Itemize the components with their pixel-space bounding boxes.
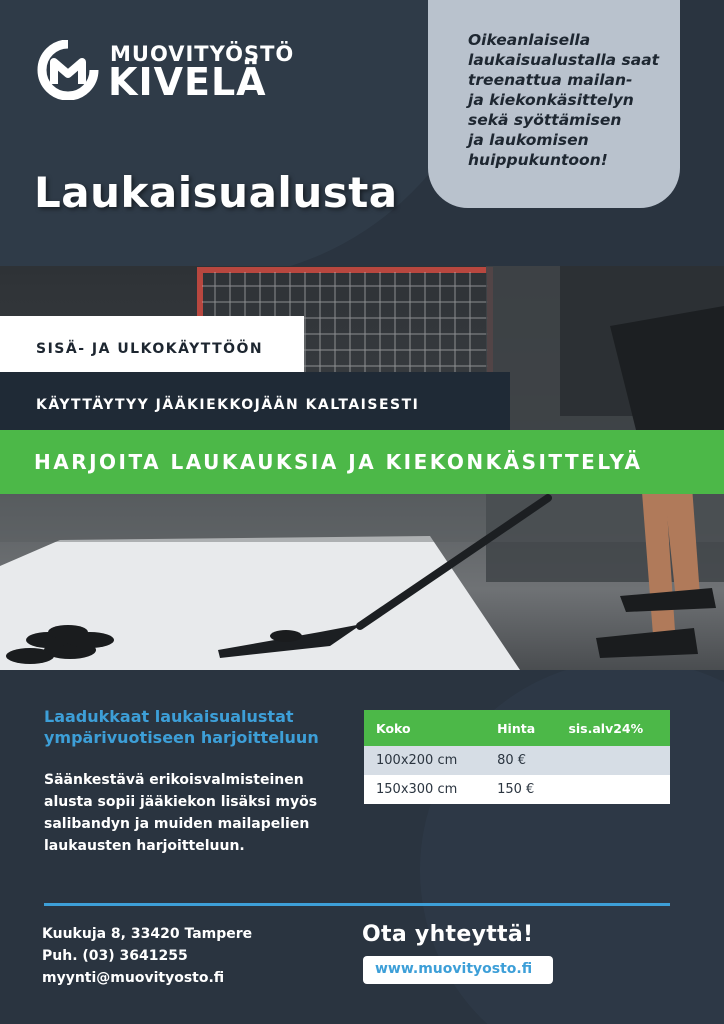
contact-info [42, 923, 252, 989]
brand-logo [36, 40, 295, 104]
website-link[interactable]: www.muovityosto.fi [363, 956, 553, 984]
brand-mark-icon [36, 40, 100, 100]
contact-email[interactable]: myynti@muovityosto.fi [42, 970, 225, 986]
feature-band-indoor-outdoor [0, 316, 304, 372]
price-size-cell: 100x200 cm [364, 746, 485, 775]
feature-band-practice [0, 430, 724, 494]
feature-band-ice-like [0, 372, 510, 430]
price-vat-cell [556, 775, 670, 804]
brand-name-top: MUOVITYÖSTÖ [110, 42, 295, 66]
price-table-header-row [364, 710, 670, 746]
price-vat-cell [556, 746, 670, 775]
price-value-cell: 80 € [485, 746, 556, 775]
product-description: Säänkestävä erikoisvalmisteinen alusta sopii jääkiekon lisäksi myös salibandyn ja muiden mailapelien laukausten harjoitteluun. [44, 772, 318, 854]
feature-band-2-text: KÄYTTÄYTYY JÄÄKIEKKOJÄÄN KALTAISESTI [36, 397, 420, 413]
contact-address: Kuukuja 8, 33420 Tampere [42, 926, 253, 942]
price-table-header-vat: sis.alv24% [556, 710, 670, 746]
callout-box [428, 0, 680, 208]
price-table [364, 710, 670, 804]
footer-divider [44, 903, 670, 906]
brand-name-bottom: KIVELÄ [108, 60, 267, 104]
contact-phone[interactable]: Puh. (03) 3641255 [42, 948, 188, 964]
callout-text: Oikeanlaisella laukaisualustalla saat treenattua mailan- ja kiekonkäsittelyn sekä syöttämisen ja laukomisen huippukuntoon! [468, 31, 660, 169]
price-table-header-price: Hinta [485, 710, 556, 746]
feature-band-1-text: SISÄ- JA ULKOKÄYTTÖÖN [36, 341, 264, 357]
table-row [364, 775, 670, 804]
price-table-header-size: Koko [364, 710, 485, 746]
price-value-cell: 150 € [485, 775, 556, 804]
page-title: Laukaisualusta [34, 168, 398, 217]
sub-heading: Laadukkaat laukaisualustat ympärivuotiseen harjoitteluun [44, 707, 319, 747]
price-size-cell: 150x300 cm [364, 775, 485, 804]
cta-title: Ota yhteyttä! [362, 922, 534, 947]
feature-band-3-text: HARJOITA LAUKAUKSIA JA KIEKONKÄSITTELYÄ [34, 450, 643, 474]
table-row [364, 746, 670, 775]
